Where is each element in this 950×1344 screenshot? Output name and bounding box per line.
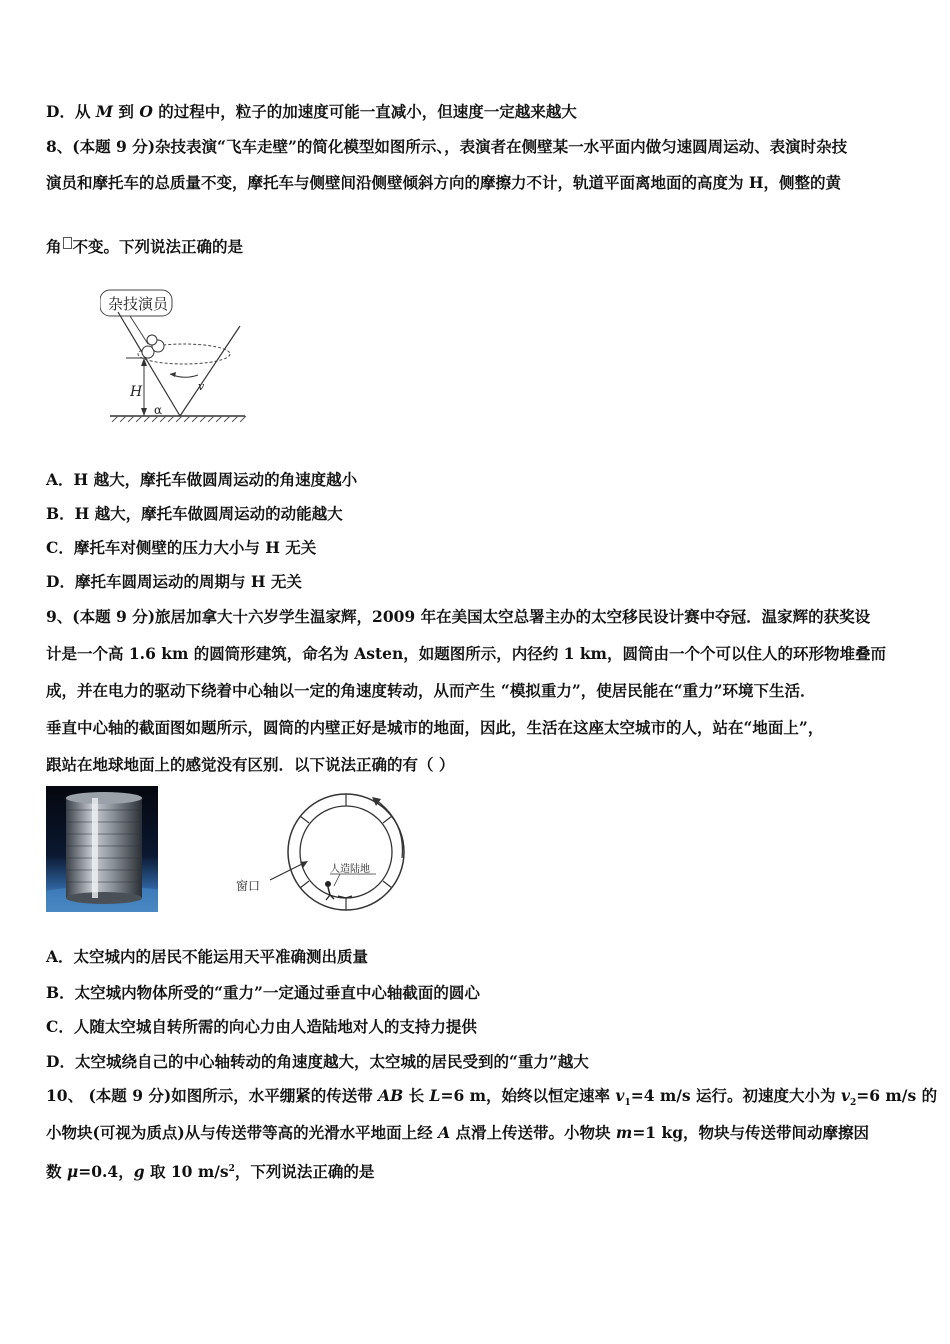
ring-segments [300, 794, 392, 910]
v-label: v [198, 380, 205, 393]
cone-right-wall [180, 326, 240, 416]
alpha-label: α [154, 403, 163, 417]
q9-option-b: B．太空城内物体所受的“重力”一定通过垂直中心轴截面的圆心 [46, 983, 480, 1002]
velocity-arrowhead [170, 372, 176, 377]
q9-option-c: C．人随太空城自转所需的向心力由人造陆地对人的支持力提供 [46, 1017, 477, 1036]
performer-head [147, 335, 157, 345]
outer-ring [288, 794, 404, 910]
q8-option-b: B．H 越大，摩托车做圆周运动的动能越大 [46, 504, 343, 523]
label-pointer [130, 316, 148, 344]
height-arrow-bottom [141, 408, 147, 416]
q9-stem-line5: 跟站在地球地面上的感觉没有区别．以下说法正确的有（ ） [46, 755, 455, 774]
space-city-photo [46, 786, 158, 912]
ground-label: 人造陆地 [330, 864, 370, 875]
window-arrow [270, 862, 306, 880]
rotation-arrow [376, 800, 402, 858]
H-label: H [130, 384, 143, 400]
q8-option-d: D．摩托车圆周运动的周期与 H 无关 [46, 572, 302, 591]
q8-option-c: C．摩托车对侧壁的压力大小与 H 无关 [46, 538, 317, 557]
q8-stem-line3: 角 不变。下列说法正确的是 [46, 237, 244, 256]
cross-section-figure [228, 792, 418, 912]
q9-stem-line1: 9、(本题 9 分)旅居加拿大十六岁学生温家辉，2009 年在美国太空总署主办的太空移民设计赛中夺冠．温家辉的获奖设 [46, 607, 871, 626]
q7-option-d: D．从 M 到 O 的过程中，粒子的加速度可能一直减小，但速度一定越来越大 [46, 102, 577, 121]
q10-stem-line2: 小物块(可视为质点)从与传送带等高的光滑水平地面上经 A 点滑上传送带。小物块 m=1 kg，物块与传送带间动摩擦因 [46, 1123, 870, 1142]
q8-figure [100, 282, 250, 432]
q10-stem-line1: 10、 (本题 9 分)如图所示，水平绷紧的传送带 AB 长 L=6 m，始终以恒定速率 $v_1=4$ m/s 运行。初速度大小为 $v_2=6$ m/s 的 [46, 1086, 938, 1109]
person-head [325, 881, 331, 887]
q8-option-a: A．H 越大，摩托车做圆周运动的角速度越小 [46, 470, 358, 489]
inner-ring [300, 806, 392, 898]
q8-stem-line2: 演员和摩托车的总质量不变，摩托车与侧壁间沿侧壁倾斜方向的摩擦力不计，轨道平面离地面的高度为 H，侧整的黄 [46, 173, 842, 192]
ground-hatch [112, 416, 246, 422]
q8-stem-line1: 8、(本题 9 分)杂技表演“飞车走壁”的简化模型如图所示、，表演者在侧壁某一水平面内做匀速圆周运动、表演时杂技 [46, 137, 848, 156]
q9-stem-line3: 成，并在电力的驱动下绕着中心轴以一定的角速度转动，从而产生 “模拟重力”，使居民能在“重力”环境下生活． [46, 681, 816, 700]
q9-option-d: D．太空城绕自己的中心轴转动的角速度越大，太空城的居民受到的“重力”越大 [46, 1052, 589, 1071]
window-label: 窗口 [236, 879, 261, 893]
q9-stem-line2: 计是一个高 1.6 km 的圆筒形建筑，命名为 Asten，如题图所示，内径约 1 km，圆筒由一个个可以住人的环形物堆叠而 [46, 644, 886, 663]
performer-label: 杂技演员 [108, 295, 169, 313]
q9-option-a: A．太空城内的居民不能运用天平准确测出质量 [46, 947, 369, 966]
q9-stem-line4: 垂直中心轴的截面图如题所示，圆筒的内壁正好是城市的地面，因此，生活在这座太空城市的人，站在“地面上”， [46, 718, 824, 737]
missing-glyph-icon [63, 237, 72, 249]
q10-stem-line3: 数 μ=0.4，g 取 10 $m/s^2$，下列说法正确的是 [46, 1162, 375, 1182]
